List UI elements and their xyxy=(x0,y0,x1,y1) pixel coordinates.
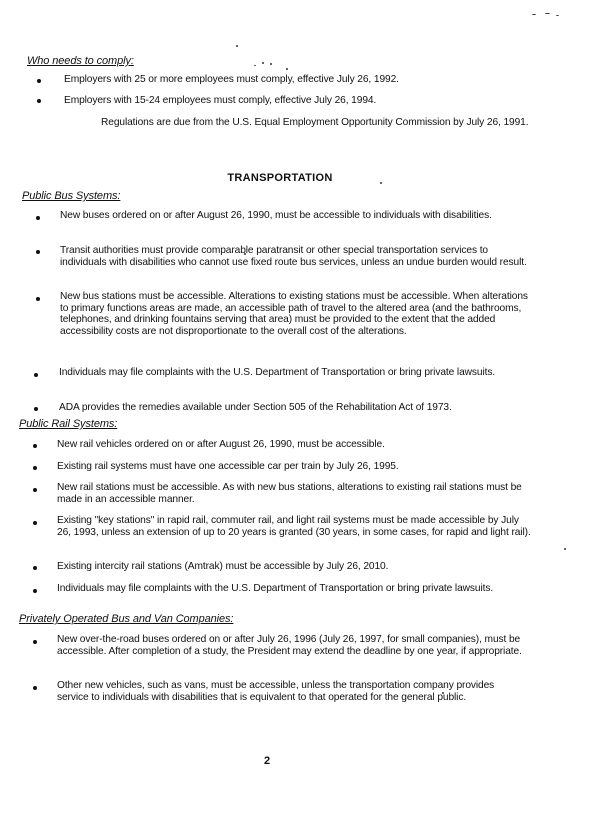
page-number: 2 xyxy=(264,755,271,767)
bullet-dot xyxy=(37,99,41,103)
list-item: Existing "key stations" in rapid rail, commuter rail, and light rail systems must be made accessible by July 26, 1993, unless an extension of up to 20 years is granted (30 years, in some cases, for rapid and light rail). xyxy=(57,515,531,538)
list-item: New rail stations must be accessible. As with new bus stations, alterations to existing rail stations must be made in an accessible manner. xyxy=(57,482,522,505)
bullet-dot xyxy=(34,373,38,377)
list-item: Employers with 25 or more employees must comply, effective July 26, 1992. xyxy=(64,74,399,85)
scan-speck xyxy=(556,15,559,16)
list-item: New bus stations must be accessible. Alterations to existing stations must be accessible. When alterations to primary functions areas are made, an accessible path of travel to the altered area (and the bathrooms, telephones, and drinking fountains serving that area) must be provided to the extent that the added accessibility costs are not disproportionate to the overall cost of the alterations. xyxy=(60,291,528,337)
bullet-dot xyxy=(33,444,37,448)
section-heading-rail: Public Rail Systems: xyxy=(19,418,118,430)
list-item: Transit authorities must provide comparable paratransit or other special transportation services to individuals with disabilities who cannot use fixed route bus services, unless an undue burden would result. xyxy=(60,245,527,268)
scan-speck xyxy=(236,45,238,47)
section-heading-bus: Public Bus Systems: xyxy=(22,190,121,202)
list-item: Individuals may file complaints with the U.S. Department of Transportation or bring private lawsuits. xyxy=(59,367,496,378)
bullet-dot xyxy=(33,466,37,470)
list-item: Existing intercity rail stations (Amtrak) must be accessible by July 26, 2010. xyxy=(57,561,389,572)
bullet-dot xyxy=(37,79,41,83)
scan-speck xyxy=(564,548,566,550)
bullet-dot xyxy=(33,589,37,593)
scan-speck xyxy=(532,14,536,15)
bullet-dot xyxy=(36,297,40,301)
scan-speck xyxy=(545,13,550,14)
list-item: New buses ordered on or after August 26, 1990, must be accessible to individuals with disabilities. xyxy=(60,210,492,221)
list-item: Existing rail systems must have one accessible car per train by July 26, 1995. xyxy=(57,461,399,472)
bullet-dot xyxy=(33,521,37,525)
page-title: TRANSPORTATION xyxy=(227,172,333,184)
bullet-dot xyxy=(36,250,40,254)
section-heading-who: Who needs to comply: xyxy=(27,55,134,67)
scan-speck xyxy=(262,62,264,64)
bullet-dot xyxy=(33,488,37,492)
scan-speck xyxy=(254,65,256,66)
scan-speck xyxy=(270,63,272,65)
regulations-note: Regulations are due from the U.S. Equal Employment Opportunity Commission by July 26, 1991. xyxy=(101,117,529,128)
list-item: New over-the-road buses ordered on or after July 26, 1996 (July 26, 1997, for small companies), must be accessible. After completion of a study, the President may extend the deadline by one year, if appropriate. xyxy=(57,634,522,657)
list-item: Employers with 15-24 employees must comply, effective July 26, 1994. xyxy=(64,95,377,106)
bullet-dot xyxy=(33,640,37,644)
list-item: Other new vehicles, such as vans, must be accessible, unless the transportation company provides service to individuals with disabilities that is equivalent to that operated for the general public. xyxy=(57,680,495,703)
section-heading-private: Privately Operated Bus and Van Companies: xyxy=(19,613,234,625)
bullet-dot xyxy=(33,566,37,570)
bullet-dot xyxy=(34,407,38,411)
bullet-dot xyxy=(33,686,37,690)
list-item: Individuals may file complaints with the U.S. Department of Transportation or bring private lawsuits. xyxy=(57,583,494,594)
bullet-dot xyxy=(36,216,40,220)
list-item: New rail vehicles ordered on or after August 26, 1990, must be accessible. xyxy=(57,439,385,450)
scan-speck xyxy=(286,68,288,70)
list-item: ADA provides the remedies available under Section 505 of the Rehabilitation Act of 1973. xyxy=(59,402,452,413)
